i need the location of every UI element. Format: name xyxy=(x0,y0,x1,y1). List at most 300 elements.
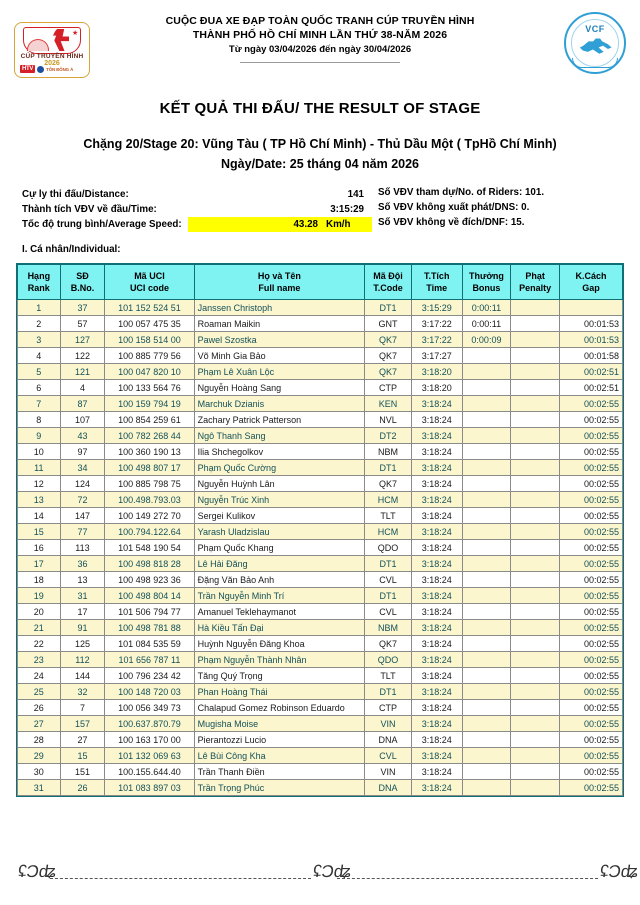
cell-rank: 28 xyxy=(18,732,61,748)
cell-gap: 00:02:55 xyxy=(560,620,623,636)
cell-uci: 100 056 349 73 xyxy=(105,700,194,716)
cell-bonus xyxy=(462,412,511,428)
winner-time-label: Thành tích VĐV về đầu/Time: xyxy=(22,204,157,215)
cell-name: Trần Trọng Phúc xyxy=(194,780,365,796)
col-header-time xyxy=(411,265,462,300)
table-row xyxy=(18,412,623,428)
cell-rank: 18 xyxy=(18,572,61,588)
cell-time: 3:18:24 xyxy=(411,524,462,540)
table-row xyxy=(18,572,623,588)
cell-time: 3:18:24 xyxy=(411,492,462,508)
cell-team: HCM xyxy=(365,524,412,540)
cell-pen xyxy=(511,364,560,380)
cell-uci: 100 854 259 61 xyxy=(105,412,194,428)
results-table-head xyxy=(18,265,623,300)
cell-bonus xyxy=(462,524,511,540)
cell-rank: 12 xyxy=(18,476,61,492)
footer-divider-left xyxy=(50,877,311,879)
cell-pen xyxy=(511,316,560,332)
dns-count: Số VĐV không xuất phát/DNS: 0. xyxy=(378,202,530,213)
table-row xyxy=(18,524,623,540)
col-header-bottom: UCI code xyxy=(129,283,169,293)
cell-uci: 100 498 804 14 xyxy=(105,588,194,604)
cell-gap: 00:02:51 xyxy=(560,380,623,396)
cell-team: QDO xyxy=(365,540,412,556)
cell-uci: 100 796 234 42 xyxy=(105,668,194,684)
table-row xyxy=(18,700,623,716)
cell-time: 3:18:24 xyxy=(411,636,462,652)
cell-name: Marchuk Dzianis xyxy=(194,396,365,412)
cell-gap: 00:02:55 xyxy=(560,540,623,556)
cell-bno: 125 xyxy=(60,636,105,652)
cell-gap: 00:02:55 xyxy=(560,588,623,604)
logo-left-sponsor-bar xyxy=(20,64,84,74)
cell-gap: 00:02:55 xyxy=(560,444,623,460)
cell-team: TLT xyxy=(365,668,412,684)
cell-team: DNA xyxy=(365,780,412,796)
cell-bonus xyxy=(462,492,511,508)
cell-name: Võ Minh Gia Bảo xyxy=(194,348,365,364)
cell-team: QK7 xyxy=(365,348,412,364)
cell-name: Janssen Christoph xyxy=(194,300,365,316)
cell-uci: 100 782 268 44 xyxy=(105,428,194,444)
winner-time-value: 3:15:29 xyxy=(330,204,364,215)
cell-uci: 100 163 170 00 xyxy=(105,732,194,748)
cell-bno: 72 xyxy=(60,492,105,508)
summary-info xyxy=(0,187,640,232)
cell-rank: 3 xyxy=(18,332,61,348)
cell-bno: 127 xyxy=(60,332,105,348)
table-row xyxy=(18,332,623,348)
cell-gap: 00:02:55 xyxy=(560,412,623,428)
cell-uci: 101 506 794 77 xyxy=(105,604,194,620)
cell-rank: 4 xyxy=(18,348,61,364)
table-row xyxy=(18,316,623,332)
cell-bno: 144 xyxy=(60,668,105,684)
cell-time: 3:18:24 xyxy=(411,780,462,796)
cell-pen xyxy=(511,748,560,764)
cell-team: QDO xyxy=(365,652,412,668)
logo-left-year: 2026 xyxy=(44,60,60,67)
cell-uci: 101 132 069 63 xyxy=(105,748,194,764)
cell-rank: 13 xyxy=(18,492,61,508)
cell-bno: 17 xyxy=(60,604,105,620)
cell-team: KEN xyxy=(365,396,412,412)
distance-row xyxy=(22,187,372,202)
cell-pen xyxy=(511,700,560,716)
cell-bonus xyxy=(462,732,511,748)
cell-uci: 101 152 524 51 xyxy=(105,300,194,316)
col-header-b-no- xyxy=(60,265,105,300)
cell-time: 3:18:24 xyxy=(411,556,462,572)
cell-bno: 151 xyxy=(60,764,105,780)
cyclist-icon: ʢƆʥ xyxy=(311,862,353,881)
cell-rank: 5 xyxy=(18,364,61,380)
cell-bno: 15 xyxy=(60,748,105,764)
cell-gap: 00:02:55 xyxy=(560,428,623,444)
cell-team: CVL xyxy=(365,572,412,588)
page-header xyxy=(0,0,640,82)
cell-name: Chalapud Gomez Robinson Eduardo xyxy=(194,700,365,716)
footer-divider-right xyxy=(337,877,598,879)
average-speed-value: 43.28 xyxy=(293,219,318,230)
cell-bno: 7 xyxy=(60,700,105,716)
cell-rank: 16 xyxy=(18,540,61,556)
cell-rank: 10 xyxy=(18,444,61,460)
cell-bonus xyxy=(462,460,511,476)
col-header-bottom: Full name xyxy=(258,283,301,293)
logo-left-title: CÚP TRUYỀN HÌNH xyxy=(20,53,84,60)
cell-pen xyxy=(511,428,560,444)
cell-name: Phạm Lê Xuân Lộc xyxy=(194,364,365,380)
cell-time: 3:18:24 xyxy=(411,444,462,460)
cell-uci: 100 158 514 00 xyxy=(105,332,194,348)
cell-rank: 9 xyxy=(18,428,61,444)
table-row xyxy=(18,540,623,556)
average-speed-unit: Km/h xyxy=(326,219,351,230)
htv-badge: HTV xyxy=(22,66,34,72)
cell-bonus: 0:00:11 xyxy=(462,300,511,316)
cell-bno: 124 xyxy=(60,476,105,492)
cell-uci: 100.794.122.64 xyxy=(105,524,194,540)
table-row xyxy=(18,396,623,412)
cell-name: Amanuel Teklehaymanot xyxy=(194,604,365,620)
cell-bonus xyxy=(462,588,511,604)
cell-gap: 00:02:55 xyxy=(560,716,623,732)
cell-time: 3:18:20 xyxy=(411,380,462,396)
cell-time: 3:18:24 xyxy=(411,732,462,748)
col-header-full-name xyxy=(194,265,365,300)
cell-bonus xyxy=(462,556,511,572)
cell-gap: 00:02:55 xyxy=(560,604,623,620)
cell-bno: 37 xyxy=(60,300,105,316)
cell-rank: 11 xyxy=(18,460,61,476)
cell-bno: 13 xyxy=(60,572,105,588)
stage-line: Chặng 20/Stage 20: Vũng Tàu ( TP Hồ Chí Minh) - Thủ Dầu Một ( TpHồ Chí Minh) xyxy=(83,137,557,151)
col-header-bottom: Rank xyxy=(27,283,50,293)
cell-bno: 26 xyxy=(60,780,105,796)
cell-pen xyxy=(511,444,560,460)
cell-uci: 101 084 535 59 xyxy=(105,636,194,652)
table-row xyxy=(18,684,623,700)
col-header-top: Thưởng xyxy=(468,271,504,281)
cell-bno: 31 xyxy=(60,588,105,604)
cell-name: Tăng Quý Trọng xyxy=(194,668,365,684)
col-header-bottom: Gap xyxy=(582,283,600,293)
cell-rank: 25 xyxy=(18,684,61,700)
cell-bno: 36 xyxy=(60,556,105,572)
cell-bno: 27 xyxy=(60,732,105,748)
table-row xyxy=(18,492,623,508)
cell-time: 3:18:24 xyxy=(411,748,462,764)
col-header-top: Mã Đội xyxy=(373,271,403,281)
table-row xyxy=(18,716,623,732)
cell-rank: 30 xyxy=(18,764,61,780)
table-row xyxy=(18,604,623,620)
riders-count: Số VĐV tham dự/No. of Riders: 101. xyxy=(378,187,545,198)
cell-pen xyxy=(511,380,560,396)
cell-gap: 00:02:55 xyxy=(560,668,623,684)
cell-bno: 157 xyxy=(60,716,105,732)
cell-uci: 101 548 190 54 xyxy=(105,540,194,556)
table-row xyxy=(18,780,623,796)
average-speed-label: Tốc độ trung bình/Average Speed: xyxy=(22,219,182,230)
cell-team: QK7 xyxy=(365,332,412,348)
cell-team: QK7 xyxy=(365,364,412,380)
cell-bno: 4 xyxy=(60,380,105,396)
cell-bonus xyxy=(462,700,511,716)
cell-bonus xyxy=(462,620,511,636)
cell-pen xyxy=(511,492,560,508)
col-header-top: T.Tích xyxy=(423,271,450,281)
cell-bonus xyxy=(462,748,511,764)
cell-gap: 00:02:55 xyxy=(560,508,623,524)
cell-uci: 100 885 779 56 xyxy=(105,348,194,364)
cell-name: Roaman Maikin xyxy=(194,316,365,332)
cell-gap: 00:02:51 xyxy=(560,364,623,380)
cell-name: Trần Thanh Điền xyxy=(194,764,365,780)
col-header-top: Phạt xyxy=(525,271,545,281)
cell-uci: 100 498 818 28 xyxy=(105,556,194,572)
cell-rank: 29 xyxy=(18,748,61,764)
sponsor-dot-icon xyxy=(37,66,44,73)
cell-team: DT1 xyxy=(365,684,412,700)
cell-pen xyxy=(511,556,560,572)
cell-time: 3:18:24 xyxy=(411,396,462,412)
cell-pen xyxy=(511,524,560,540)
cell-time: 3:18:24 xyxy=(411,540,462,556)
col-header-rank xyxy=(18,265,61,300)
cell-name: Yarash Uladzislau xyxy=(194,524,365,540)
cell-pen xyxy=(511,732,560,748)
cell-uci: 100 047 820 10 xyxy=(105,364,194,380)
cell-name: Lê Hải Đăng xyxy=(194,556,365,572)
cell-bonus xyxy=(462,764,511,780)
cell-name: Đặng Văn Bảo Anh xyxy=(194,572,365,588)
cell-rank: 17 xyxy=(18,556,61,572)
cell-time: 3:18:24 xyxy=(411,604,462,620)
table-row xyxy=(18,300,623,316)
cell-team: DT1 xyxy=(365,460,412,476)
cell-bonus xyxy=(462,428,511,444)
cell-uci: 100.637.870.79 xyxy=(105,716,194,732)
cell-gap: 00:01:58 xyxy=(560,348,623,364)
table-row xyxy=(18,652,623,668)
cell-uci: 100.498.793.03 xyxy=(105,492,194,508)
col-header-bottom: Penalty xyxy=(519,283,552,293)
col-header-bottom: Bonus xyxy=(472,283,501,293)
cell-name: Sergei Kulikov xyxy=(194,508,365,524)
cell-bno: 43 xyxy=(60,428,105,444)
table-row xyxy=(18,556,623,572)
cell-rank: 24 xyxy=(18,668,61,684)
distance-label: Cự ly thi đấu/Distance: xyxy=(22,189,129,200)
cell-pen xyxy=(511,476,560,492)
cell-name: Nguyễn Trúc Xinh xyxy=(194,492,365,508)
cell-pen xyxy=(511,460,560,476)
col-header-gap xyxy=(560,265,623,300)
cell-uci: 101 083 897 03 xyxy=(105,780,194,796)
vcf-logo xyxy=(564,12,626,74)
cell-bonus xyxy=(462,572,511,588)
cell-name: Mugisha Moise xyxy=(194,716,365,732)
cell-uci: 100 498 807 17 xyxy=(105,460,194,476)
cell-gap: 00:02:55 xyxy=(560,652,623,668)
col-header-uci-code xyxy=(105,265,194,300)
cell-time: 3:18:24 xyxy=(411,652,462,668)
table-row xyxy=(18,732,623,748)
cell-team: DT2 xyxy=(365,428,412,444)
cell-time: 3:18:24 xyxy=(411,508,462,524)
cell-uci: 101 656 787 11 xyxy=(105,652,194,668)
cell-bno: 122 xyxy=(60,348,105,364)
cell-uci: 100 057 475 35 xyxy=(105,316,194,332)
cell-name: Pawel Szostka xyxy=(194,332,365,348)
cell-uci: 100 885 798 75 xyxy=(105,476,194,492)
col-header-top: K.Cách xyxy=(575,271,607,281)
cell-time: 3:15:29 xyxy=(411,300,462,316)
organizer-heading xyxy=(0,0,640,63)
cell-pen xyxy=(511,684,560,700)
cell-time: 3:18:24 xyxy=(411,620,462,636)
cell-team: DT1 xyxy=(365,556,412,572)
cell-bonus xyxy=(462,540,511,556)
cell-bno: 57 xyxy=(60,316,105,332)
cell-bonus xyxy=(462,476,511,492)
cyclist-icon: ʢƆʥ xyxy=(598,862,640,881)
cell-rank: 22 xyxy=(18,636,61,652)
cell-time: 3:18:24 xyxy=(411,572,462,588)
cell-bonus xyxy=(462,380,511,396)
cell-name: Nguyễn Hoàng Sang xyxy=(194,380,365,396)
cell-team: DT1 xyxy=(365,300,412,316)
cell-bno: 34 xyxy=(60,460,105,476)
cell-time: 3:18:24 xyxy=(411,412,462,428)
col-header-t-code xyxy=(365,265,412,300)
cell-pen xyxy=(511,780,560,796)
cell-uci: 100.155.644.40 xyxy=(105,764,194,780)
col-header-bottom: T.Code xyxy=(373,283,403,293)
table-row xyxy=(18,636,623,652)
cell-bno: 87 xyxy=(60,396,105,412)
cell-gap: 00:01:53 xyxy=(560,332,623,348)
distance-value: 141 xyxy=(347,189,364,200)
cell-team: HCM xyxy=(365,492,412,508)
cell-rank: 31 xyxy=(18,780,61,796)
cell-team: CTP xyxy=(365,700,412,716)
col-header-bottom: Time xyxy=(426,283,448,293)
cell-name: Phan Hoàng Thái xyxy=(194,684,365,700)
cell-team: GNT xyxy=(365,316,412,332)
cell-bonus xyxy=(462,508,511,524)
cell-pen xyxy=(511,540,560,556)
cell-bonus xyxy=(462,780,511,796)
cell-rank: 6 xyxy=(18,380,61,396)
table-row xyxy=(18,588,623,604)
cell-gap: 00:02:55 xyxy=(560,684,623,700)
results-table-wrapper xyxy=(16,263,624,797)
sponsor-label: TÔN ĐÔNG Á xyxy=(46,66,74,72)
cell-rank: 20 xyxy=(18,604,61,620)
cell-bno: 147 xyxy=(60,508,105,524)
table-row xyxy=(18,764,623,780)
cell-team: VIN xyxy=(365,764,412,780)
wheel-icon xyxy=(572,58,618,68)
table-row xyxy=(18,668,623,684)
cell-name: Pierantozzi Lucio xyxy=(194,732,365,748)
cell-gap: 00:01:53 xyxy=(560,316,623,332)
table-row xyxy=(18,364,623,380)
cell-name: Phạm Quốc Cường xyxy=(194,460,365,476)
cell-team: QK7 xyxy=(365,476,412,492)
cell-time: 3:18:24 xyxy=(411,764,462,780)
cell-bonus xyxy=(462,668,511,684)
cell-pen xyxy=(511,300,560,316)
cell-team: VIN xyxy=(365,716,412,732)
table-row xyxy=(18,476,623,492)
col-header-top: Hạng xyxy=(27,271,51,281)
cell-uci: 100 498 781 88 xyxy=(105,620,194,636)
cell-pen xyxy=(511,412,560,428)
cell-pen xyxy=(511,652,560,668)
col-header-top: Mã UCI xyxy=(134,271,165,281)
cell-gap: 00:02:55 xyxy=(560,492,623,508)
cell-bonus xyxy=(462,396,511,412)
cell-time: 3:18:20 xyxy=(411,364,462,380)
cell-uci: 100 159 794 19 xyxy=(105,396,194,412)
results-table xyxy=(17,264,623,796)
cell-team: CVL xyxy=(365,748,412,764)
cell-team: TLT xyxy=(365,508,412,524)
cell-bno: 91 xyxy=(60,620,105,636)
cell-uci: 100 148 720 03 xyxy=(105,684,194,700)
cell-team: NBM xyxy=(365,444,412,460)
cell-bonus xyxy=(462,364,511,380)
cell-team: CVL xyxy=(365,604,412,620)
cell-name: Phạm Quốc Khang xyxy=(194,540,365,556)
cell-name: Phạm Nguyễn Thành Nhân xyxy=(194,652,365,668)
cell-gap: 00:02:55 xyxy=(560,524,623,540)
cell-gap: 00:02:55 xyxy=(560,700,623,716)
cell-time: 3:18:24 xyxy=(411,588,462,604)
cell-time: 3:17:22 xyxy=(411,332,462,348)
cyclist-icon: ʢƆʥ xyxy=(16,862,58,881)
summary-info-left xyxy=(22,187,372,232)
cell-pen xyxy=(511,716,560,732)
cell-bonus: 0:00:09 xyxy=(462,332,511,348)
cell-bonus xyxy=(462,684,511,700)
cell-name: Nguyễn Huỳnh Lân xyxy=(194,476,365,492)
cell-uci: 100 133 564 76 xyxy=(105,380,194,396)
cell-pen xyxy=(511,636,560,652)
results-table-body xyxy=(18,300,623,796)
table-row xyxy=(18,508,623,524)
cell-gap: 00:02:55 xyxy=(560,396,623,412)
cell-rank: 26 xyxy=(18,700,61,716)
table-row xyxy=(18,620,623,636)
cell-pen xyxy=(511,604,560,620)
cell-gap: 00:02:55 xyxy=(560,732,623,748)
org-line-2: THÀNH PHỐ HỒ CHÍ MINH LẦN THỨ 38-NĂM 2026 xyxy=(192,29,448,41)
cell-bno: 121 xyxy=(60,364,105,380)
cell-bonus xyxy=(462,652,511,668)
table-row xyxy=(18,428,623,444)
cell-name: Ngô Thanh Sang xyxy=(194,428,365,444)
cell-gap: 00:02:55 xyxy=(560,572,623,588)
section-label-individual: I. Cá nhân/Individual: xyxy=(22,244,121,255)
cell-rank: 8 xyxy=(18,412,61,428)
cell-bonus xyxy=(462,604,511,620)
